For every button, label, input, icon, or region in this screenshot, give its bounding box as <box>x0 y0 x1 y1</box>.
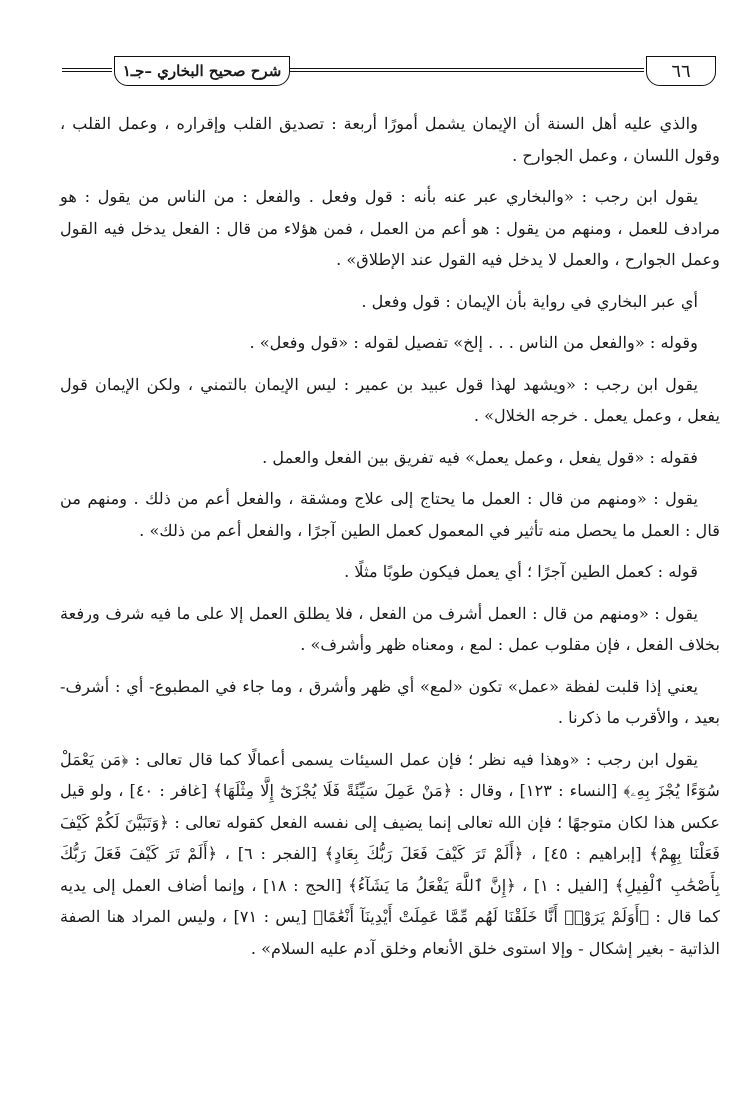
paragraph: يقول ابن رجب : «وهذا فيه نظر ؛ فإن عمل السيئات يسمى أعمالًا كما قال تعالى : ﴿مَن يَعْمَلْ سُوٓءًا يُجْزَ بِهِۦ﴾ [النساء : ١٢٣] ، وقال : ﴿مَنْ عَمِلَ سَيِّئَةً فَلَا يُجْزَىٰٓ إِلَّا مِثْلَهَا﴾ [غافر : ٤٠] ، ولو قيل عكس هذا لكان متوجهًا ؛ فإن الله تعالى إنما يضيف إلى نفسه الفعل كقوله تعالى : ﴿وَتَبَيَّنَ لَكُمْ كَيْفَ فَعَلْنَا بِهِمْ﴾ [إبراهيم : ٤٥] ، ﴿أَلَمْ تَرَ كَيْفَ فَعَلَ رَبُّكَ بِعَادٍ﴾ [الفجر : ٦] ، ﴿أَلَمْ تَرَ كَيْفَ فَعَلَ رَبُّكَ بِأَصْحَٰبِ ٱلْفِيلِ﴾ [الفيل : ١] ، ﴿إِنَّ ٱللَّهَ يَفْعَلُ مَا يَشَآءُ﴾ [الحج : ١٨] ، وإنما أضاف العمل إلى يديه كما قال : ﴿أَوَلَمْ يَرَوْا۟ أَنَّا خَلَقْنَا لَهُم مِّمَّا عَمِلَتْ أَيْدِينَآ أَنْعَٰمًا﴾ [يس : ٧١] ، وليس المراد هنا الصفة الذاتية - بغير إشكال - وإلا استوى خلق الأنعام وخلق آدم عليه السلام» . <box>60 749 721 958</box>
paragraph: أي عبر البخاري في رواية بأن الإيمان : قول وفعل . <box>361 291 698 311</box>
paragraph: والذي عليه أهل السنة أن الإيمان يشمل أمورًا أربعة : تصديق القلب وإقراره ، وعمل القلب ، وقول اللسان ، وعمل الجوارح . <box>60 114 720 165</box>
header-rule-middle <box>290 68 644 72</box>
page-body <box>60 108 720 974</box>
paragraph: يعني إذا قلبت لفظة «عمل» تكون «لمع» أي ظهر وأشرق ، وما جاء في المطبوع- أي : أشرف-بعيد ، والأقرب ما ذكرنا . <box>60 676 720 727</box>
paragraph: يقول : «ومنهم من قال : العمل ما يحتاج إلى علاج ومشقة ، والفعل أعم من ذلك . ومنهم من قال : العمل ما يحصل منه تأثير في المعمول كعمل الطين آجرًا ، والفعل أعم من ذلك» . <box>60 489 720 540</box>
paragraph: وقوله : «والفعل من الناس . . . إلخ» تفصيل لقوله : «قول وفعل» . <box>249 333 698 352</box>
paragraph: فقوله : «قول يفعل ، وعمل يعمل» فيه تفريق بين الفعل والعمل . <box>262 447 698 467</box>
header-rule-left <box>62 68 112 72</box>
paragraph: قوله : كعمل الطين آجرًا ؛ أي يعمل فيكون طوبًا مثلًا . <box>344 562 698 581</box>
paragraph: يقول ابن رجب : «والبخاري عبر عنه بأنه : قول وفعل . والفعل : من الناس من يقول : هو مرادف للعمل ، ومنهم من يقول : هو أعم من العمل ، فمن هؤلاء من قال : الفعل يدخل فيه القول وعمل الجوارح ، والعمل لا يدخل فيه القول عند الإطلاق» . <box>60 187 720 269</box>
paragraph: يقول : «ومنهم من قال : العمل أشرف من الفعل ، فلا يطلق العمل إلا على ما فيه شرف ورفعة بخلاف الفعل ، فإن مقلوب عمل : لمع ، ومعناه ظهر وأشرف» . <box>60 603 720 654</box>
running-title: شرح صحيح البخاري –جـ١ <box>114 56 290 86</box>
page-header <box>62 56 715 92</box>
paragraph: يقول ابن رجب : «ويشهد لهذا قول عبيد بن عمير : ليس الإيمان بالتمني ، ولكن الإيمان قول يفعل ، وعمل يعمل . خرجه الخلال» . <box>60 374 720 425</box>
page-number: ٦٦ <box>646 56 716 86</box>
